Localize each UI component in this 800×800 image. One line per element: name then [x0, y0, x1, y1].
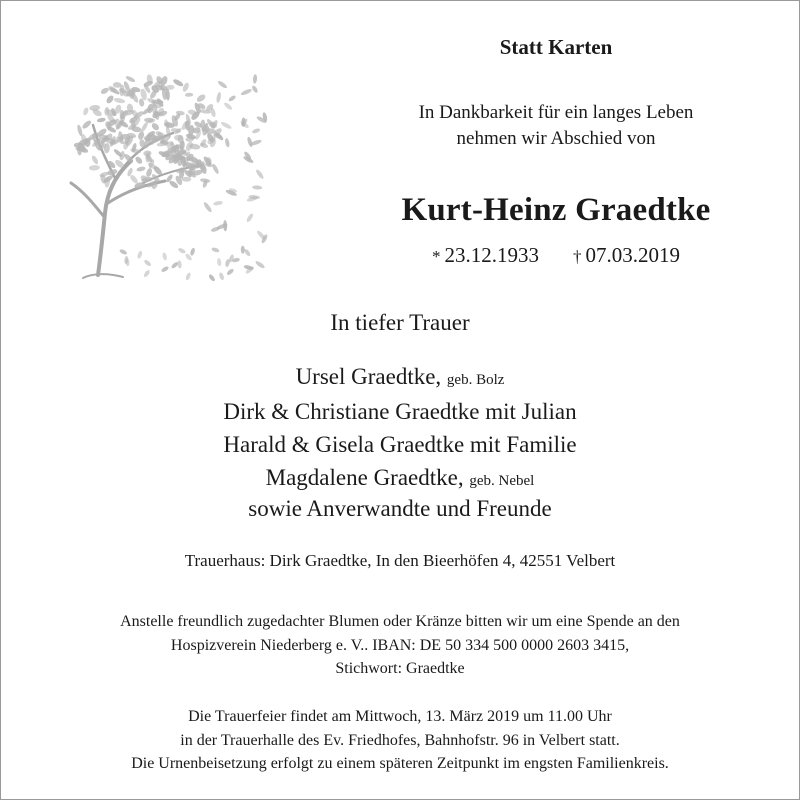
donation-line: Stichwort: Graedtke	[335, 660, 465, 677]
leaf-shape	[217, 258, 222, 266]
leaf-shape	[89, 165, 100, 171]
leaf-shape	[185, 272, 192, 281]
mourner-name: sowie Anverwandte und Freunde	[248, 496, 552, 521]
donation-line: Anstelle freundlich zugedachter Blumen oder Kränze bitten wir um eine Spende an den	[120, 613, 680, 630]
leaf-shape	[217, 80, 228, 90]
mourner-name: Magdalene Graedtke,	[265, 465, 464, 490]
leaf-shape	[228, 94, 237, 102]
leaf-shape	[137, 250, 143, 259]
leaf-shape	[145, 167, 153, 177]
mourner-line	[1, 496, 799, 522]
intro-line-2: nehmen wir Abschied von	[456, 128, 656, 149]
deceased-name: Kurt-Heinz Graedtke	[401, 192, 711, 228]
leaf-shape	[218, 272, 224, 281]
leaf-shape	[81, 119, 92, 130]
mourner-name: Harald & Gisela Graedtke mit Familie	[223, 432, 577, 457]
death-date: 07.03.2019	[585, 243, 680, 267]
leaf-shape	[143, 269, 151, 278]
leaf-shape	[216, 92, 222, 104]
leaf-shape	[246, 136, 253, 147]
leaf-shape	[134, 155, 143, 165]
heading-statt-karten: Statt Karten	[499, 35, 613, 59]
leaf-shape	[140, 121, 149, 133]
leaf-shape	[246, 213, 255, 223]
leaf-shape	[113, 97, 125, 104]
intro-line-1: In Dankbarkeit für ein langes Leben	[418, 102, 694, 123]
leaf-shape	[162, 252, 168, 261]
leaf-shape	[177, 247, 186, 254]
leaf-shape	[203, 201, 213, 213]
death-cross-icon: †	[573, 247, 582, 266]
leaf-shape	[213, 200, 223, 206]
leaf-shape	[143, 259, 152, 267]
leaf-shape	[105, 94, 115, 104]
service-line: Die Trauerfeier findet am Mittwoch, 13. März 2019 um 11.00 Uhr	[188, 708, 612, 725]
leaf-shape	[150, 122, 160, 132]
leaf-shape	[177, 260, 182, 268]
mourner-note: geb. Nebel	[469, 473, 535, 489]
leaf-shape	[119, 248, 128, 255]
birth-date: 23.12.1933	[444, 243, 539, 267]
leaf-shape	[251, 85, 259, 94]
leaf-shape	[211, 247, 220, 253]
windblown-tree-icon	[53, 53, 268, 283]
leaf-shape	[161, 265, 170, 273]
mourner-name: Dirk & Christiane Graedtke mit Julian	[223, 399, 577, 424]
leaf-shape	[91, 155, 100, 166]
service-line: Die Urnenbeisetzung erfolgt zu einem späteren Zeitpunkt im engsten Familienkreis.	[131, 755, 669, 772]
leaf-shape	[182, 82, 190, 93]
leaf-shape	[190, 247, 196, 256]
leaf-shape	[255, 260, 266, 269]
leaf-shape	[241, 246, 245, 254]
leaf-shape	[211, 163, 220, 175]
leaf-shape	[208, 273, 216, 282]
leaf-shape	[252, 185, 262, 190]
leaf-shape	[220, 121, 232, 130]
mourning-house-address: Trauerhaus: Dirk Graedtke, In den Bieerhöfen 4, 42551 Velbert	[184, 551, 616, 570]
donation-line: Hospizverein Niederberg e. V.. IBAN: DE 50 334 500 0000 2603 3415,	[170, 637, 630, 654]
leaf-shape	[251, 128, 260, 135]
leaf-shape	[125, 75, 136, 83]
leaf-shape	[196, 93, 207, 103]
leaf-shape	[82, 107, 89, 116]
leaf-shape	[240, 88, 252, 96]
service-line: in der Trauerhalle des Ev. Friedhofes, Bahnhofstr. 96 in Velbert statt.	[180, 732, 620, 749]
mourner-line	[1, 399, 799, 425]
leaf-shape	[224, 138, 230, 148]
grief-line: In tiefer Trauer	[330, 310, 470, 335]
leaf-shape	[136, 166, 146, 172]
life-dates	[341, 243, 771, 268]
mourner-name: Ursel Graedtke,	[295, 364, 442, 389]
leaf-shape	[185, 93, 194, 97]
leaf-shape	[226, 268, 235, 276]
mourner-line	[1, 465, 799, 491]
mourner-note: geb. Bolz	[446, 372, 505, 388]
leaf-shape	[181, 177, 191, 182]
birth-star-icon: *	[432, 247, 441, 266]
leaf-shape	[253, 74, 258, 84]
mourner-line	[1, 432, 799, 458]
leaf-shape	[223, 102, 233, 111]
leaf-shape	[255, 169, 265, 180]
mourner-line	[1, 364, 799, 390]
leaf-shape	[97, 117, 106, 123]
